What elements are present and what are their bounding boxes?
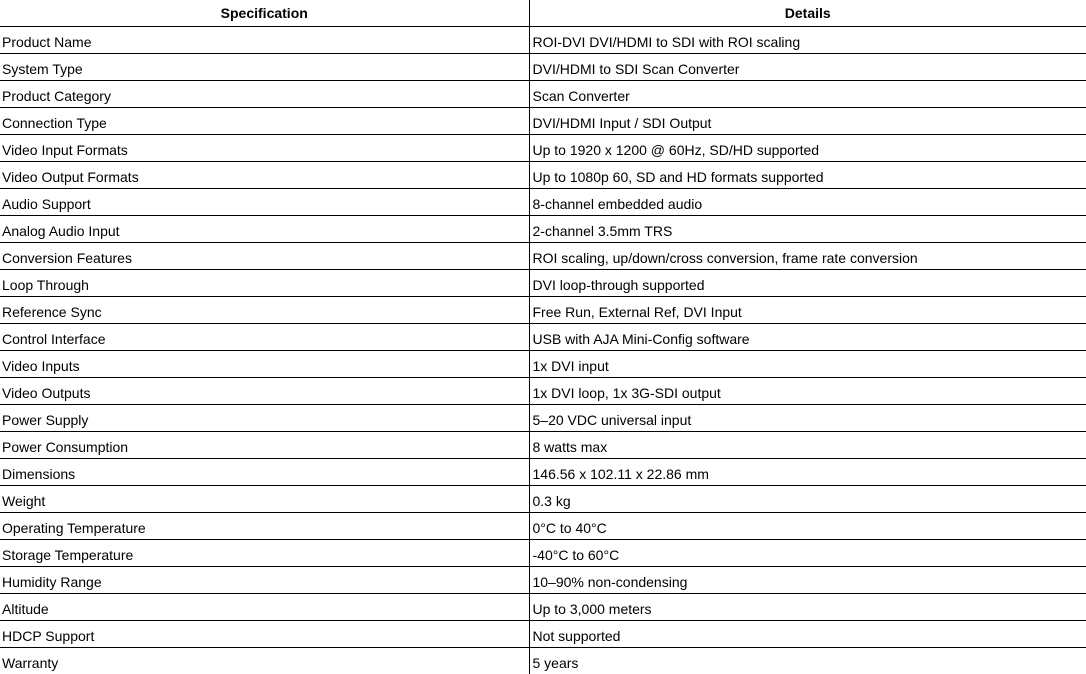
spec-details-cell: Up to 1920 x 1200 @ 60Hz, SD/HD supported (529, 135, 1086, 162)
spec-details-cell: 10–90% non-condensing (529, 567, 1086, 594)
spec-details-cell: 8-channel embedded audio (529, 189, 1086, 216)
spec-name-cell: HDCP Support (0, 621, 529, 648)
spec-details-cell: ROI scaling, up/down/cross conversion, frame rate conversion (529, 243, 1086, 270)
table-row (0, 621, 1086, 648)
table-row (0, 567, 1086, 594)
spec-details-cell: 0.3 kg (529, 486, 1086, 513)
spec-details-cell: 8 watts max (529, 432, 1086, 459)
spec-details-cell: 1x DVI loop, 1x 3G-SDI output (529, 378, 1086, 405)
table-row (0, 216, 1086, 243)
spec-name-cell: System Type (0, 54, 529, 81)
spec-details-cell: Free Run, External Ref, DVI Input (529, 297, 1086, 324)
spec-name-cell: Power Consumption (0, 432, 529, 459)
table-row (0, 297, 1086, 324)
spec-details-cell: 1x DVI input (529, 351, 1086, 378)
spec-details-cell: Scan Converter (529, 81, 1086, 108)
spec-details-cell: 146.56 x 102.11 x 22.86 mm (529, 459, 1086, 486)
table-row (0, 27, 1086, 54)
table-row (0, 351, 1086, 378)
spec-details-cell: DVI loop-through supported (529, 270, 1086, 297)
column-header-details: Details (529, 0, 1086, 27)
spec-name-cell: Reference Sync (0, 297, 529, 324)
spec-details-cell: 5 years (529, 648, 1086, 674)
spec-name-cell: Loop Through (0, 270, 529, 297)
table-header (0, 0, 1086, 27)
spec-name-cell: Audio Support (0, 189, 529, 216)
table-row (0, 378, 1086, 405)
table-row (0, 270, 1086, 297)
spec-details-cell: 2-channel 3.5mm TRS (529, 216, 1086, 243)
table-row (0, 459, 1086, 486)
table-body (0, 27, 1086, 674)
spec-details-cell: 5–20 VDC universal input (529, 405, 1086, 432)
spec-details-cell: Up to 1080p 60, SD and HD formats supported (529, 162, 1086, 189)
spec-details-cell: -40°C to 60°C (529, 540, 1086, 567)
table-row (0, 135, 1086, 162)
table-row (0, 405, 1086, 432)
spec-details-cell: DVI/HDMI Input / SDI Output (529, 108, 1086, 135)
spec-name-cell: Weight (0, 486, 529, 513)
spec-details-cell: ROI-DVI DVI/HDMI to SDI with ROI scaling (529, 27, 1086, 54)
spec-name-cell: Altitude (0, 594, 529, 621)
table-row (0, 648, 1086, 674)
column-header-specification: Specification (0, 0, 529, 27)
spec-details-cell: 0°C to 40°C (529, 513, 1086, 540)
spec-name-cell: Control Interface (0, 324, 529, 351)
table-row (0, 81, 1086, 108)
table-row (0, 162, 1086, 189)
spec-name-cell: Product Name (0, 27, 529, 54)
spec-name-cell: Analog Audio Input (0, 216, 529, 243)
table-row (0, 108, 1086, 135)
table-row (0, 540, 1086, 567)
table-row (0, 243, 1086, 270)
spec-name-cell: Conversion Features (0, 243, 529, 270)
spec-name-cell: Warranty (0, 648, 529, 674)
spec-name-cell: Dimensions (0, 459, 529, 486)
table-row (0, 54, 1086, 81)
spec-details-cell: Up to 3,000 meters (529, 594, 1086, 621)
table-row (0, 513, 1086, 540)
spec-name-cell: Video Input Formats (0, 135, 529, 162)
table-row (0, 324, 1086, 351)
table-row (0, 594, 1086, 621)
spec-details-cell: USB with AJA Mini-Config software (529, 324, 1086, 351)
spec-details-cell: DVI/HDMI to SDI Scan Converter (529, 54, 1086, 81)
table-row (0, 189, 1086, 216)
spec-details-cell: Not supported (529, 621, 1086, 648)
spec-name-cell: Product Category (0, 81, 529, 108)
table-row (0, 432, 1086, 459)
spec-name-cell: Humidity Range (0, 567, 529, 594)
spec-name-cell: Video Output Formats (0, 162, 529, 189)
spec-name-cell: Video Inputs (0, 351, 529, 378)
spec-name-cell: Storage Temperature (0, 540, 529, 567)
spec-name-cell: Video Outputs (0, 378, 529, 405)
spec-name-cell: Connection Type (0, 108, 529, 135)
header-row (0, 0, 1086, 27)
spec-name-cell: Power Supply (0, 405, 529, 432)
spec-name-cell: Operating Temperature (0, 513, 529, 540)
table-row (0, 486, 1086, 513)
